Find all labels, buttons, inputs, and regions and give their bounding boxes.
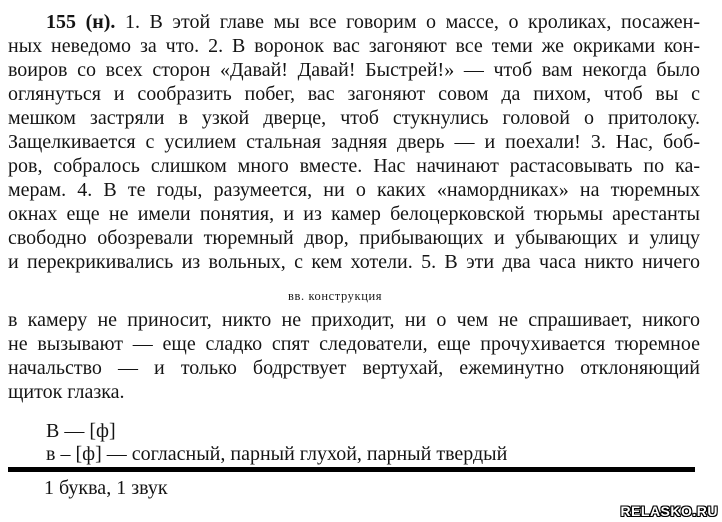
text-line: начальство — и только бодрствует вертухай, ежеминутно отклоняющий <box>8 357 700 379</box>
exercise-text-block <box>8 10 700 404</box>
text-line: не вызывают — еще сладко спят следователи, еще прочухивается тюремное <box>8 333 700 355</box>
watermark-relasko: RELASKO.RU <box>620 503 718 519</box>
text-line-rest: 1. В этой главе мы все говорим о массе, о кроликах, посажен- <box>115 11 700 33</box>
text-line: ров, собралось слишком много вместе. Нас начинают растасовывать по ка- <box>8 155 700 177</box>
text-line: щиток глазка. <box>8 381 125 403</box>
phonetic-sound-line: в – [ф] — согласный, парный глухой, парный твердый <box>46 443 508 465</box>
text-line: мешком застряли в узкой дверце, чтоб стукнулись головой о притолоку. <box>8 107 700 129</box>
phonetic-analysis-block <box>46 420 700 466</box>
scanned-textbook-page <box>0 10 722 522</box>
text-line: ных неведомо за что. 2. В воронок вас загоняют все теми же окриками кон- <box>8 35 700 57</box>
text-line: мерам. 4. В те годы, разумеется, ни о каких «намордниках» на тюремных <box>8 179 700 201</box>
phonetic-letter-line: В — [ф] <box>46 420 116 442</box>
text-line: окнах еще не имели понятия, и из камер белоцерковской тюрьмы арестанты <box>8 203 700 225</box>
inline-annotation-vv-konstrukciya: вв. конструкция <box>288 289 383 303</box>
text-line <box>8 10 700 34</box>
phonetic-summary-line: 1 буква, 1 звук <box>44 477 168 499</box>
text-line: свободно обозревали тюремный двор, прибывающих и убывающих и улицу <box>8 227 700 249</box>
divider-rule <box>8 467 695 472</box>
text-line: в камеру не приносит, никто не приходит, ни о чем не спрашивает, никого <box>8 309 700 331</box>
text-line: оглянуться и сообразить побег, вас загоняют совом да пихом, чтоб вы с <box>8 83 700 105</box>
text-line: воиров со всех сторон «Давай! Давай! Быстрей!» — чтоб вам некогда было <box>8 59 700 81</box>
text-line: и перекрикивались из вольных, с кем хотели. 5. В эти два часа никто ничего <box>8 251 700 273</box>
text-line: Защелкивается с усилием стальная задняя дверь — и поехали! 3. Нас, боб- <box>8 131 700 153</box>
exercise-number: 155 (н). <box>46 11 116 33</box>
